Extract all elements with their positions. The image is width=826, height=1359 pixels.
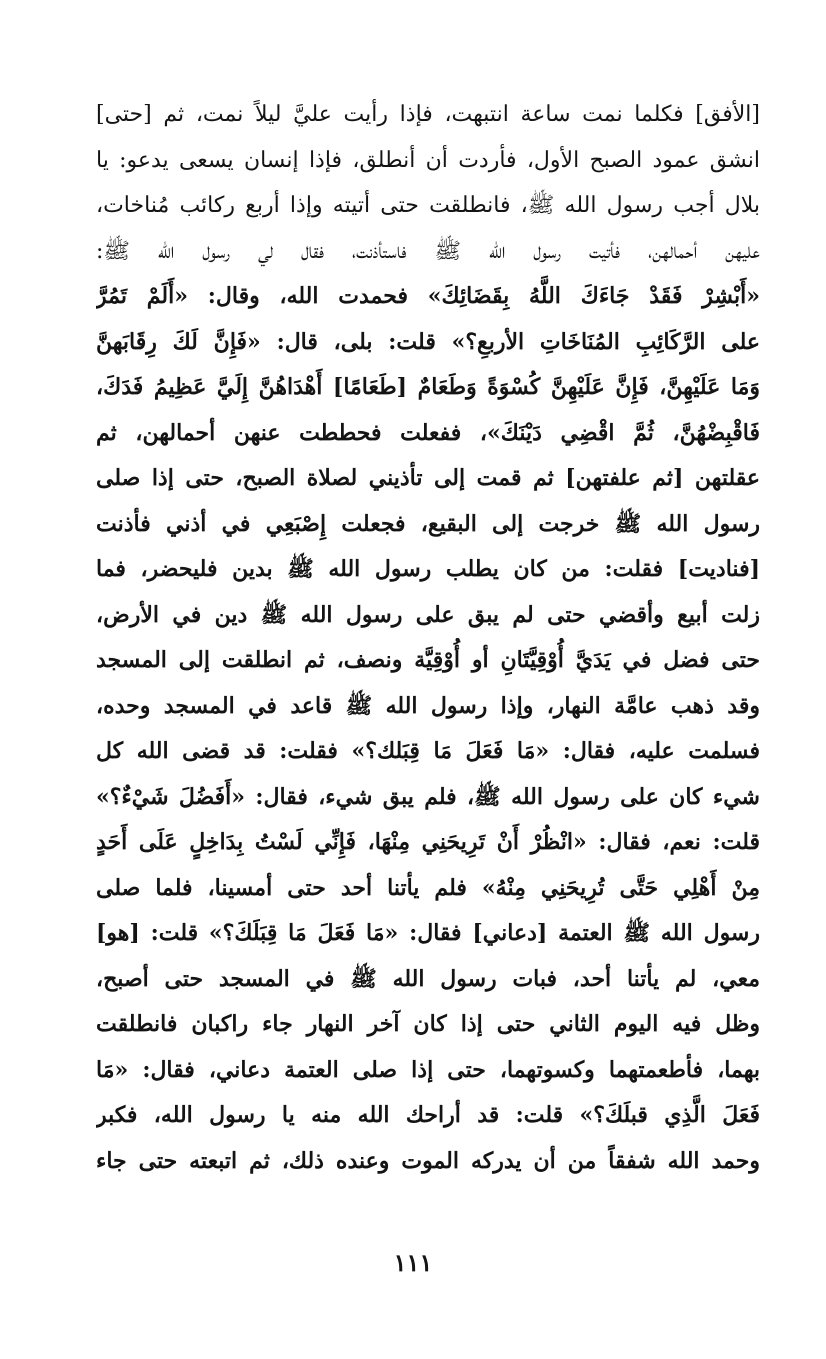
text-line-15: فسلمت عليه، فقال: «مَا فَعَلَ مَا قِبَلك؟» فقلت: قد قضى الله كل bbox=[96, 738, 760, 764]
text-line-10: رسول الله ﷺ خرجت إلى البقيع، فجعلت إِصْبَعِي في أذني فأذنت bbox=[96, 510, 760, 537]
text-line-20: معي، لم يأتنا أحد، فبات رسول الله ﷺ في المسجد حتى أصبح، bbox=[96, 965, 760, 992]
text-line-5: «أَبْشِرْ فَقَدْ جَاءَكَ اللَّهُ بِقَضَائِكَ» فحمدت الله، وقال: «أَلَمْ تَمُرَّ bbox=[96, 283, 760, 309]
text-line-7: وَمَا عَلَيْهِنَّ، فَإِنَّ عَلَيْهِنَّ كُسْوَةً وَطَعَامٌ [طَعَامًا] أَهْدَاهُنَّ إِلَيَّ عَظِيمُ فَدَكَ، bbox=[96, 374, 760, 400]
text-line-17: قلت: نعم، فقال: «انْظُرْ أَنْ تَرِيحَنِي مِنْهَا، فَإِنِّي لَسْتُ بِدَاخِلٍ عَلَى أَحَدٍ bbox=[96, 829, 760, 855]
text-line-3: بلال أجب رسول الله ﷺ، فانطلقت حتى أتيته وإذا أربع ركائب مُناخات، bbox=[96, 193, 760, 218]
text-line-19: رسول الله ﷺ العتمة [دعاني] فقال: «مَا فَعَلَ مَا قِبَلَكَ؟» قلت: [هو] bbox=[96, 920, 760, 946]
text-line-24: وحمد الله شفقاً من أن يدركه الموت وعنده ذلك، ثم اتبعته حتى جاء bbox=[96, 1147, 760, 1174]
text-line-8: فَاقْبِضْهُنَّ، ثُمَّ اقْضِي دَيْنَكَ»، ففعلت فحططت عنهن أحمالهن، ثم bbox=[96, 419, 760, 446]
text-line-18: مِنْ أَهْلِي حَتَّى تُرِيحَنِي مِنْهُ» فلم يأتنا أحد حتى أمسينا، فلما صلى bbox=[96, 874, 760, 901]
body-text bbox=[96, 92, 760, 1184]
text-line-23: فَعَلَ الَّذِي قبلَكَ؟» قلت: قد أراحك الله منه يا رسول الله، فكبر bbox=[96, 1102, 760, 1128]
text-line-21: وظل فيه اليوم الثاني حتى إذا كان آخر النهار جاء راكبان فانطلقت bbox=[96, 1011, 760, 1037]
text-line-2: انشق عمود الصبح الأول، فأردت أن أنطلق، فإذا إنسان يسعى يدعو: يا bbox=[96, 147, 760, 173]
text-line-12: زلت أبيع وأقضي حتى لم يبق على رسول الله ﷺ دين في الأرض، bbox=[96, 601, 760, 628]
text-line-14: وقد ذهب عامَّة النهار، وإذا رسول الله ﷺ قاعد في المسجد وحده، bbox=[96, 692, 760, 719]
text-line-11: [فناديت] فقلت: من كان يطلب رسول الله ﷺ بدين فليحضر، فما bbox=[96, 556, 760, 582]
text-line-13: حتى فضل في يَدَيَّ أُوْقِيَّتَانِ أو أُوْقِيَّة ونصف، ثم انطلقت إلى المسجد bbox=[96, 647, 760, 673]
text-line-6: على الرَّكَائِبِ المُنَاخَاتِ الأربعِ؟» قلت: بلى، قال: «فَإِنَّ لَكَ رِقَابَهنَّ bbox=[96, 328, 760, 355]
text-line-4: عليهن أحمالهن، فأتيت رسول الله ﷺ فاستأذنت، فقال لي رسول الله ﷺ: bbox=[96, 238, 760, 264]
text-line-9: عقلتهن [ثم علفتهن] ثم قمت إلى تأذيني لصلاة الصبح، حتى إذا صلى bbox=[96, 465, 760, 491]
text-line-1: [الأفق] فكلما نمت ساعة انتبهت، فإذا رأيت عليَّ ليلاً نمت، ثم [حتى] bbox=[96, 102, 760, 127]
text-line-22: بهما، فأطعمتهما وكسوتهما، حتى إذا صلى العتمة دعاني، فقال: «مَا bbox=[96, 1056, 760, 1083]
page-number: ١١١ bbox=[393, 1248, 433, 1277]
text-line-16: شيء كان على رسول الله ﷺ، فلم يبق شيء، فقال: «أَفَضُلَ شَيْءٌ؟» bbox=[96, 783, 760, 810]
